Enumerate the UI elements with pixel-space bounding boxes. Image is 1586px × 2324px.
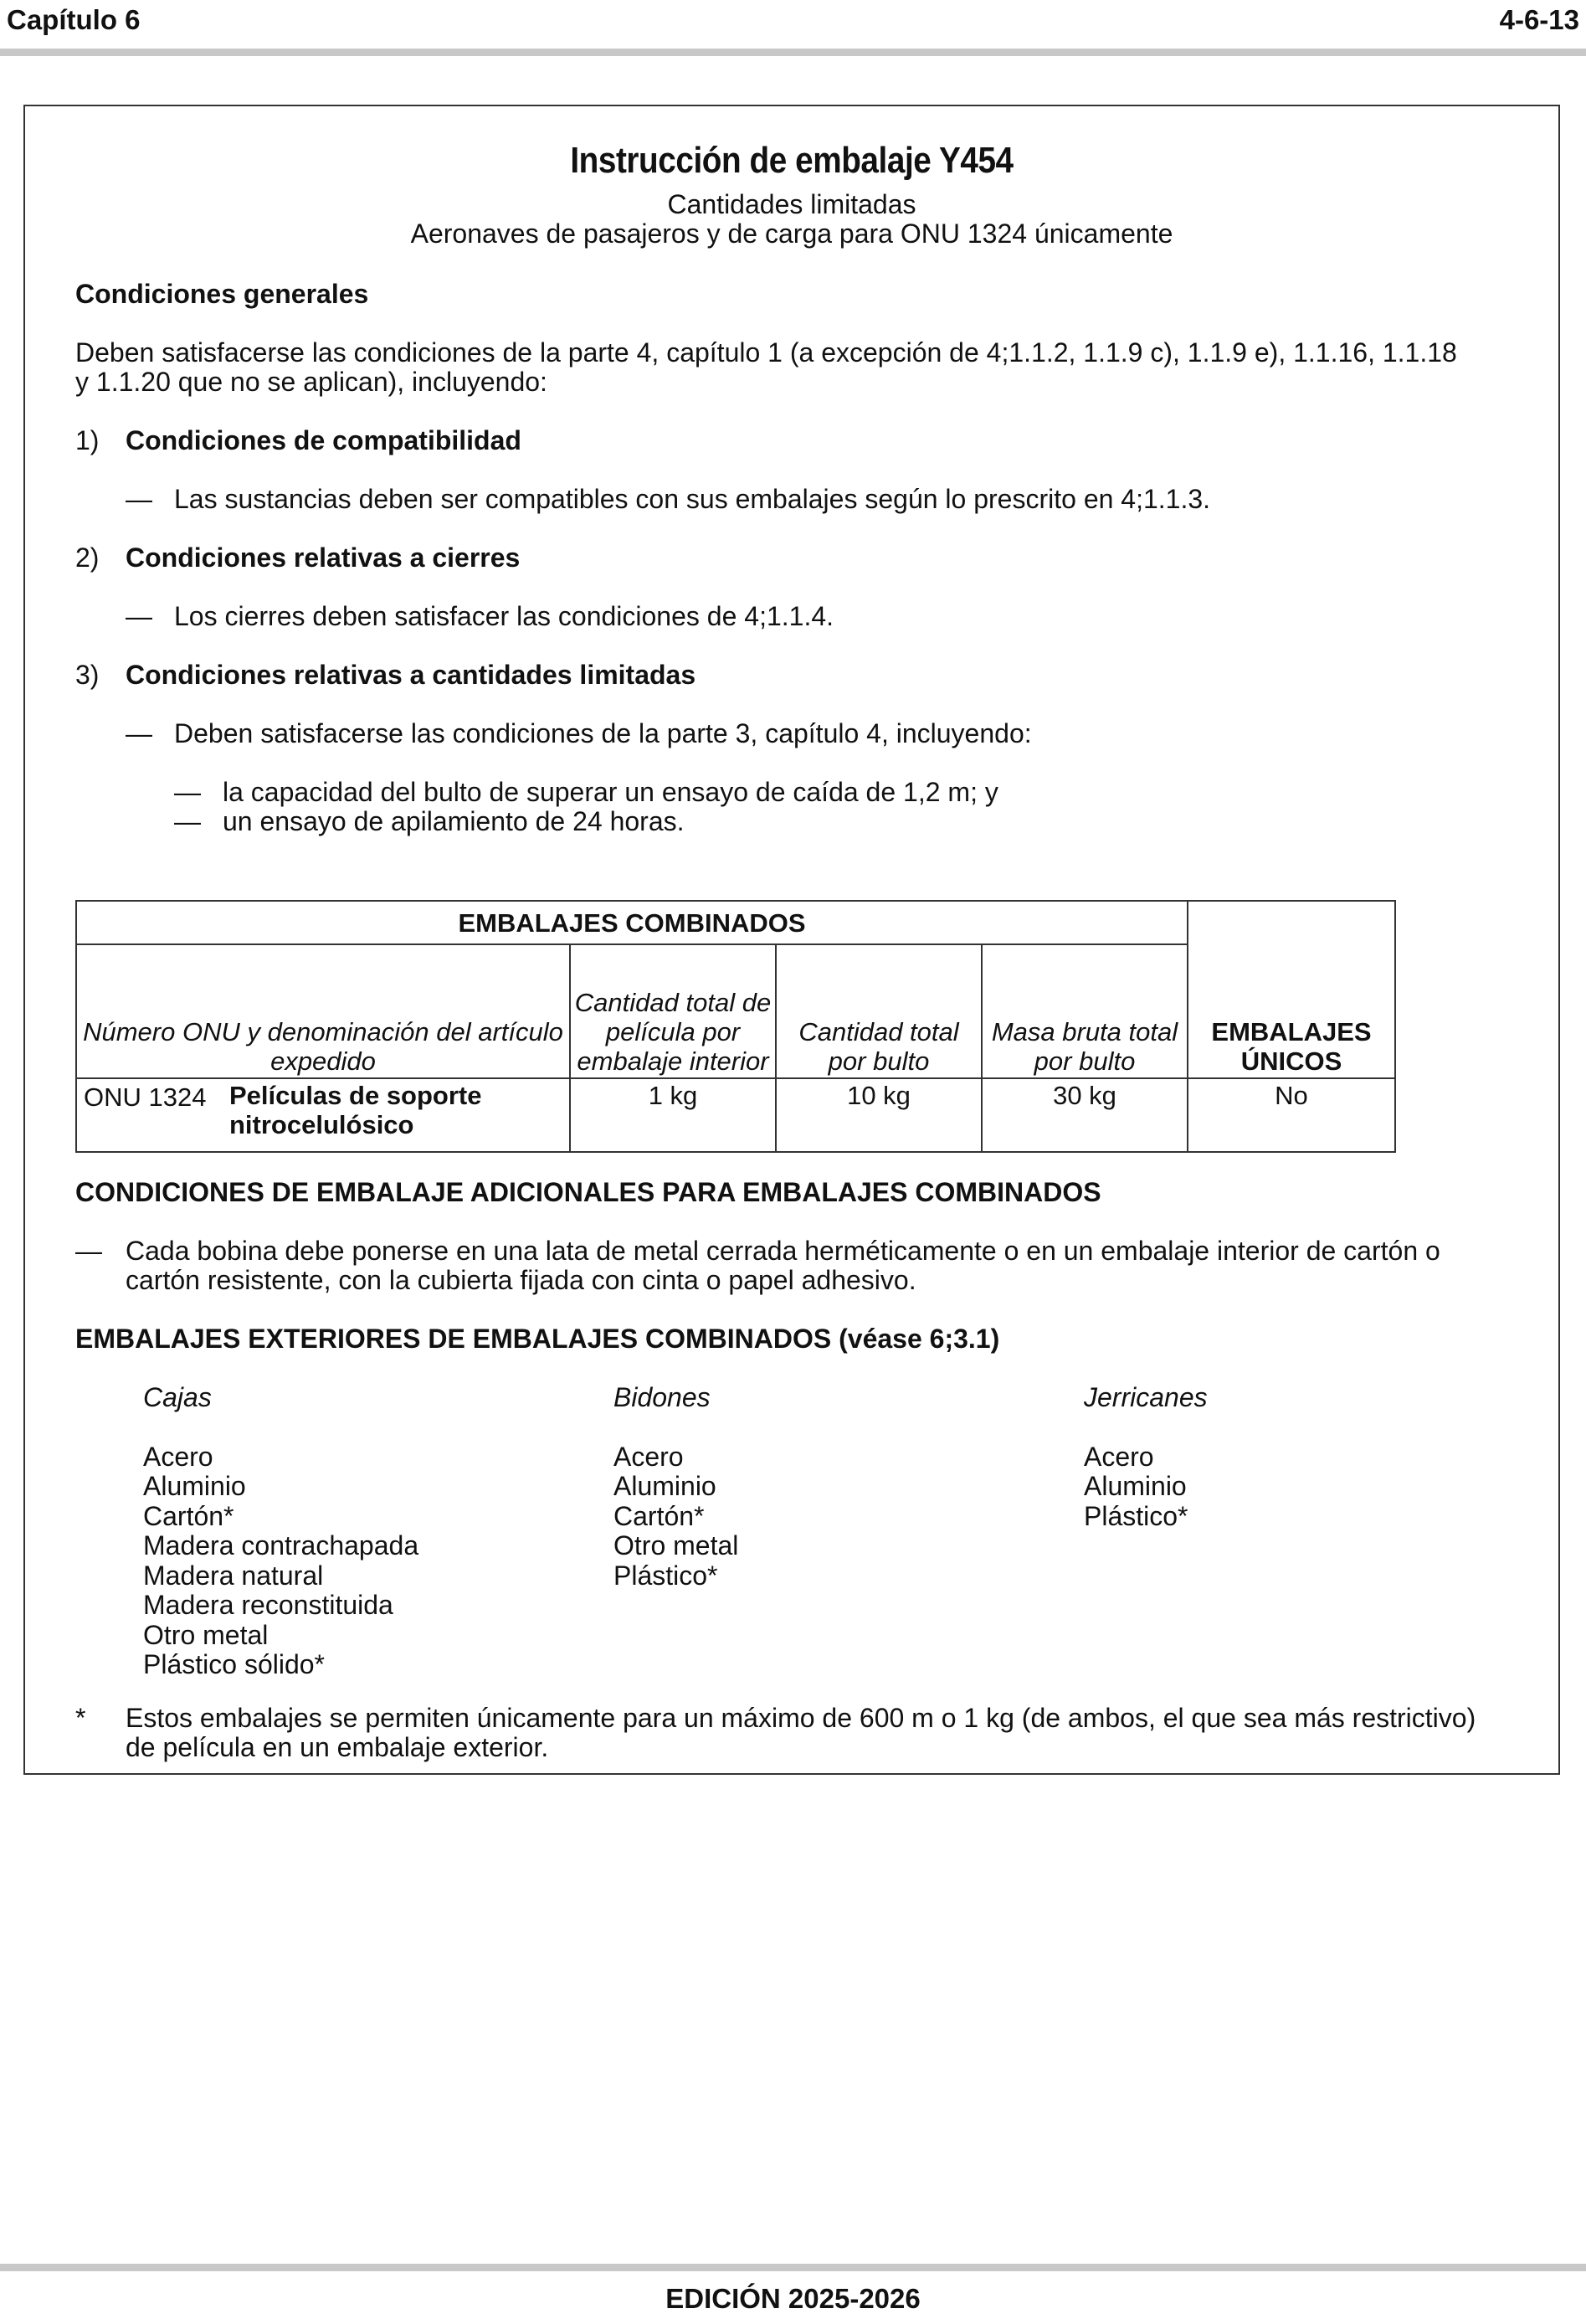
footer-rule	[0, 2264, 1586, 2271]
inner-qty-value: 1 kg	[570, 1078, 776, 1152]
list-item: Aluminio	[1084, 1471, 1187, 1501]
instruction-subtitle-2: Aeronaves de pasajeros y de carga para ONU 1324 únicamente	[410, 219, 1173, 249]
item-3-number: 3)	[75, 660, 100, 690]
single-packagings-header	[1188, 901, 1395, 1078]
list-item: Plástico*	[1084, 1500, 1188, 1531]
jerricans-column	[1084, 1383, 1208, 1531]
list-item: Acero	[1084, 1441, 1154, 1472]
list-item: Otro metal	[613, 1530, 739, 1560]
packaging-table	[75, 900, 1396, 1153]
list-item: Madera contrachapada	[143, 1530, 419, 1560]
additional-conditions-text-1: Cada bobina debe ponerse en una lata de metal cerrada herméticamente o en un embalaje interior de cartón o	[126, 1236, 1440, 1266]
additional-conditions-dash: —	[75, 1236, 102, 1266]
item-3-sub-1-dash: —	[174, 777, 201, 807]
boxes-title: Cajas	[143, 1382, 212, 1412]
item-2-dash: —	[126, 601, 152, 631]
col-un-header: Número ONU y denominación del artículo expedido	[76, 944, 570, 1078]
item-1-heading: Condiciones de compatibilidad	[126, 425, 521, 455]
col-gross-mass-header: Masa bruta total por bulto	[982, 944, 1188, 1078]
list-item: Madera natural	[143, 1560, 324, 1591]
col-package-qty-header: Cantidad total por bulto	[776, 944, 982, 1078]
footnote-text-2: de película en un embalaje exterior.	[126, 1732, 549, 1762]
list-item: Acero	[613, 1441, 684, 1472]
packing-instruction-box	[23, 105, 1560, 1775]
item-2-number: 2)	[75, 542, 100, 573]
combined-packagings-header: EMBALAJES COMBINADOS	[76, 901, 1188, 944]
item-3-dash: —	[126, 718, 152, 748]
page-number: 4-6-13	[1499, 4, 1579, 35]
jerricans-title: Jerricanes	[1084, 1382, 1208, 1412]
un-number: ONU 1324	[84, 1082, 207, 1112]
outer-packagings-heading: EMBALAJES EXTERIORES DE EMBALAJES COMBINADOS (véase 6;3.1)	[75, 1324, 1000, 1354]
col-inner-qty-header: Cantidad total de película por embalaje interior	[570, 944, 776, 1078]
drums-column	[613, 1383, 738, 1591]
item-2-heading: Condiciones relativas a cierres	[126, 542, 521, 573]
boxes-column	[143, 1383, 418, 1680]
general-conditions-heading: Condiciones generales	[75, 279, 369, 309]
additional-conditions-text-2: cartón resistente, con la cubierta fijada con cinta o papel adhesivo.	[126, 1265, 916, 1295]
article-name: Películas de soporte nitrocelulósico	[229, 1081, 482, 1139]
list-item: Plástico*	[613, 1560, 718, 1591]
item-1-number: 1)	[75, 425, 100, 455]
instruction-subtitle-1: Cantidades limitadas	[667, 189, 916, 219]
drums-title: Bidones	[613, 1382, 711, 1412]
list-item: Plástico sólido*	[143, 1649, 325, 1679]
item-1-text: Las sustancias deben ser compatibles con sus embalajes según lo prescrito en 4;1.1.3.	[174, 484, 1211, 514]
list-item: Otro metal	[143, 1619, 269, 1650]
item-1-dash: —	[126, 484, 152, 514]
header-rule	[0, 49, 1586, 56]
general-conditions-text-2: y 1.1.20 que no se aplican), incluyendo:	[75, 367, 547, 397]
list-item: Madera reconstituida	[143, 1590, 393, 1620]
item-3-heading: Condiciones relativas a cantidades limitadas	[126, 660, 696, 690]
table-row-un	[76, 1078, 570, 1152]
instruction-title: Instrucción de embalaje Y454	[570, 140, 1014, 181]
item-3-sub-2-dash: —	[174, 806, 201, 836]
single-packagings-label: EMBALAJES ÚNICOS	[1211, 1017, 1372, 1076]
item-3-sub-2: un ensayo de apilamiento de 24 horas.	[223, 806, 685, 836]
chapter-label: Capítulo 6	[7, 4, 141, 35]
list-item: Aluminio	[613, 1471, 716, 1501]
item-3-sub-1: la capacidad del bulto de superar un ensayo de caída de 1,2 m; y	[223, 777, 998, 807]
item-2-text: Los cierres deben satisfacer las condiciones de 4;1.1.4.	[174, 601, 834, 631]
list-item: Acero	[143, 1441, 213, 1472]
edition-label: EDICIÓN 2025-2026	[665, 2283, 921, 2314]
footnote-text-1: Estos embalajes se permiten únicamente para un máximo de 600 m o 1 kg (de ambos, el que sea más restrictivo)	[126, 1703, 1476, 1733]
list-item: Cartón*	[613, 1500, 705, 1531]
general-conditions-text-1: Deben satisfacerse las condiciones de la parte 4, capítulo 1 (a excepción de 4;1.1.2, 1.1.9 c), 1.1.9 e), 1.1.16, 1.1.18	[75, 337, 1457, 368]
package-qty-value: 10 kg	[776, 1078, 982, 1152]
footnote-mark: *	[75, 1703, 86, 1733]
gross-mass-value: 30 kg	[982, 1078, 1188, 1152]
single-packagings-value: No	[1188, 1078, 1395, 1152]
list-item: Cartón*	[143, 1500, 234, 1531]
item-3-text: Deben satisfacerse las condiciones de la parte 3, capítulo 4, incluyendo:	[174, 718, 1032, 748]
list-item: Aluminio	[143, 1471, 246, 1501]
additional-conditions-heading: CONDICIONES DE EMBALAJE ADICIONALES PARA EMBALAJES COMBINADOS	[75, 1177, 1101, 1207]
